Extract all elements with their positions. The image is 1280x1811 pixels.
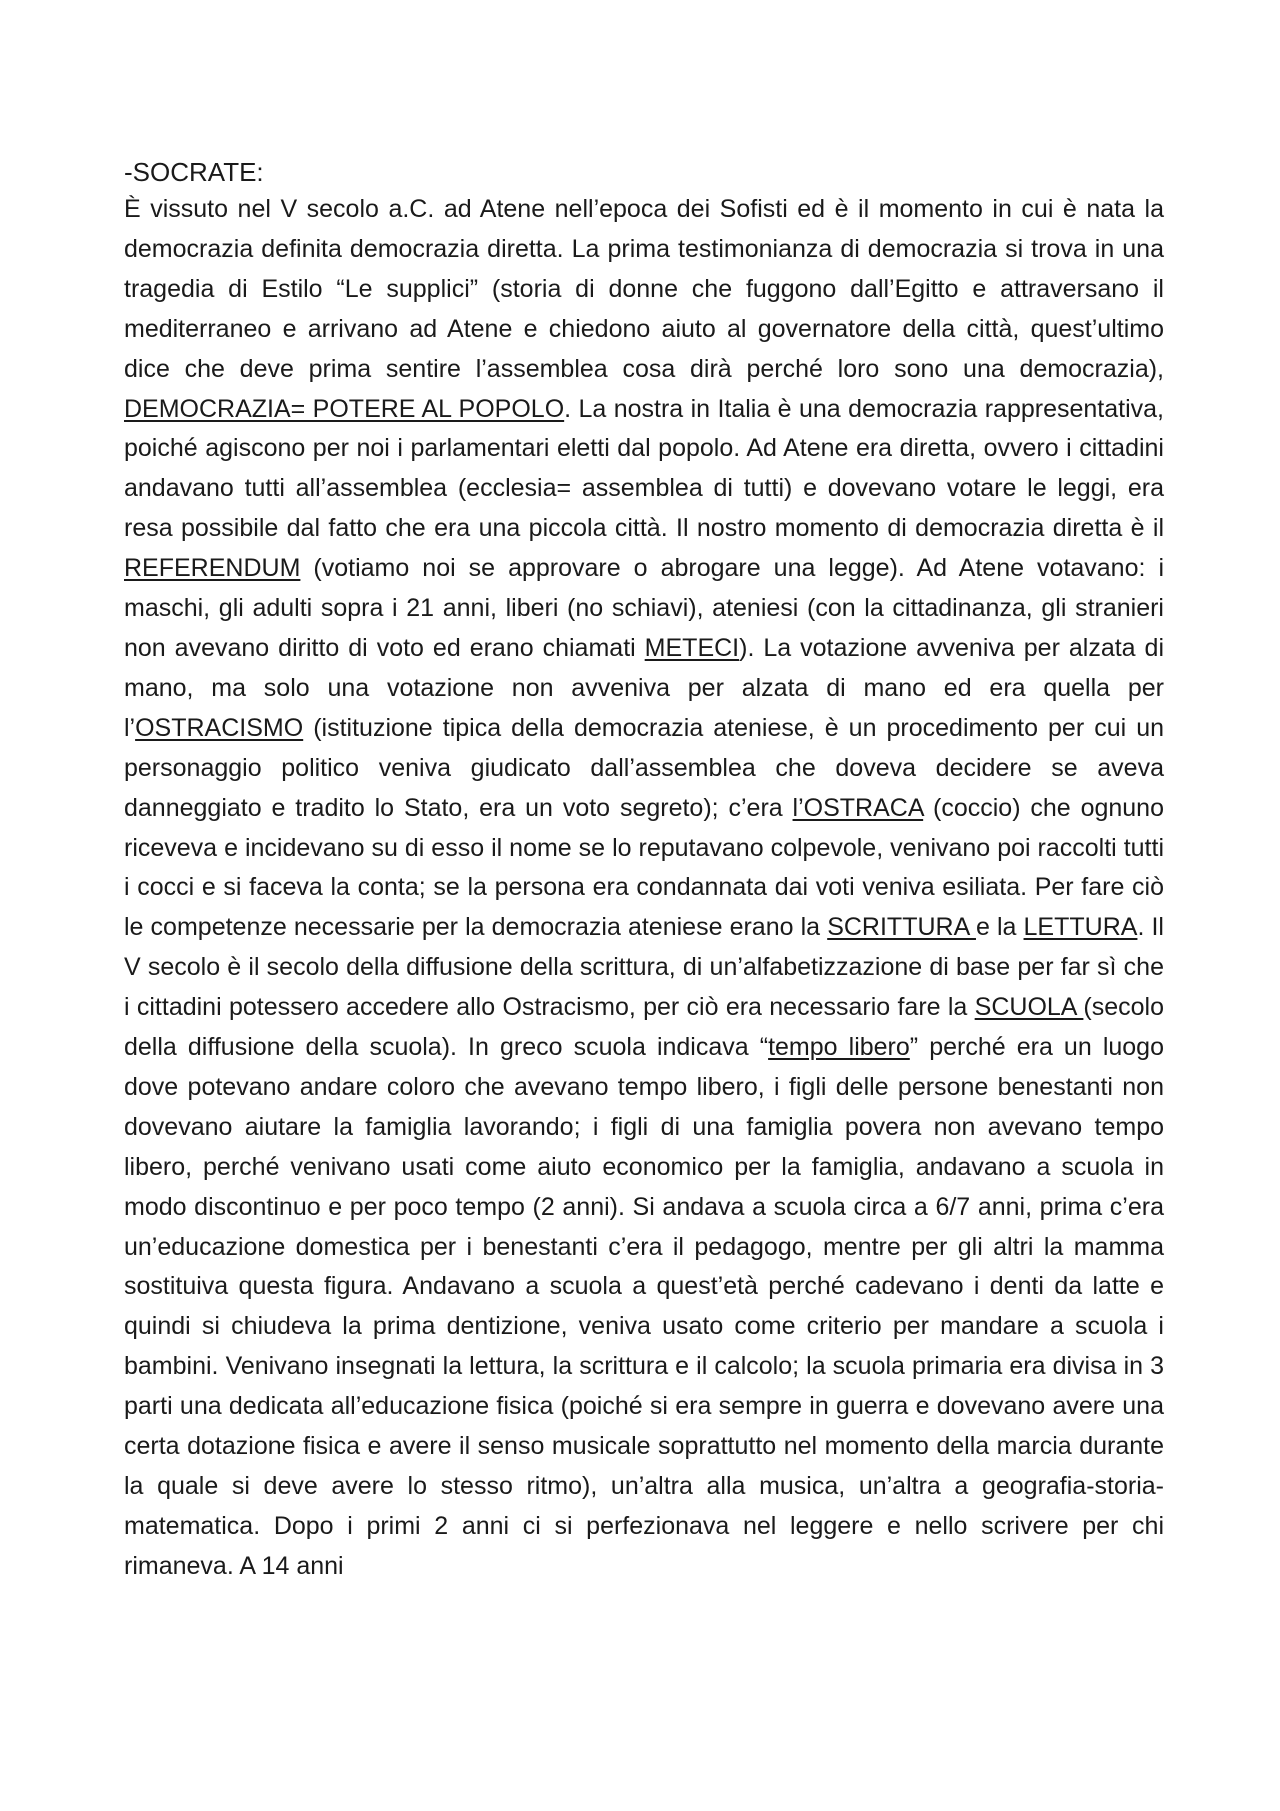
text-segment: (coccio) che ognuno riceveva e incidevano su di esso il nome se lo reputavano colpevole, venivano poi raccolti tutti i cocci e si faceva la conta; se la persona era condannata dai voti veniva esiliata. Per fare ciò le competenze necessarie per la democrazia ateniese erano la <box>124 793 1164 942</box>
underlined-term-meteci: METECI <box>644 633 740 662</box>
document-heading: -SOCRATE: <box>124 157 264 187</box>
underlined-term-referendum: REFERENDUM <box>124 554 301 583</box>
text-segment: (votiamo noi se approvare o abrogare una legge). Ad Atene votavano: i maschi, gli adulti sopra i 21 anni, liberi (no schiavi), ateniesi (con la cittadinanza, gli stranieri non avevano diritto di voto ed erano chiamati <box>124 554 1164 662</box>
text-segment: ” perché era un luogo dove potevano andare coloro che avevano tempo libero, i figli delle persone benestanti non dovevano aiutare la famiglia lavorando; i figli di una famiglia povera non avevano tempo libero, perché venivano usati come aiuto economico per la famiglia, andavano a scuola in modo discontinuo e per poco tempo (2 anni). Si andava a scuola circa a 6/7 anni, prima c’era un’educazione domestica per i benestanti c’era il pedagogo, mentre per gli altri la mamma sostituiva questa figura. Andavano a scuola a quest’età perché cadevano i denti da latte e quindi si chiudeva la prima dentizione, veniva usato come criterio per mandare a scuola i bambini. Venivano insegnati la lettura, la scrittura e il calcolo; la scuola primaria era divisa in 3 parti una dedicata all’educazione fisica (poiché si era sempre in guerra e dovevano avere una certa dotazione fisica e avere il senso musicale soprattutto nel momento della marcia durante la quale si deve avere lo stesso ritmo), un’altra alla musica, un’altra a geografia-storia-matematica. Dopo i primi 2 anni ci si perfezionava nel leggere e nello scrivere per chi rimaneva. A 14 anni <box>124 1033 1164 1580</box>
text-segment: . La nostra in Italia è una democrazia rappresentativa, poiché agiscono per noi i parlamentari eletti dal popolo. Ad Atene era diretta, ovvero i cittadini andavano tutti all’assemblea (ecclesia= assemblea di tutti) e dovevano votare le leggi, era resa possibile dal fatto che era una piccola città. Il nostro momento di democrazia diretta è il <box>124 394 1164 543</box>
text-segment: ). La votazione avveniva per alzata di mano, ma solo una votazione non avveniva per alzata di mano ed era quella per l’ <box>124 633 1165 742</box>
text-segment: (secolo della diffusione della scuola). In greco scuola indicava “ <box>124 993 1164 1062</box>
underlined-term-democrazia: DEMOCRAZIA= POTERE AL POPOLO <box>124 394 565 423</box>
underlined-term-ostracismo: OSTRACISMO <box>135 713 304 742</box>
underlined-term-tempo-libero: tempo libero <box>768 1033 910 1062</box>
underlined-term-scrittura: SCRITTURA <box>827 913 976 942</box>
text-segment: (istituzione tipica della democrazia ateniese, è un procedimento per cui un personaggio politico veniva giudicato dall’assemblea che doveva decidere se aveva danneggiato e tradito lo Stato, era un voto segreto); c’era <box>124 713 1164 822</box>
text-segment: e la <box>975 913 1024 942</box>
underlined-term-scuola: SCUOLA <box>974 993 1084 1022</box>
text-segment: . Il V secolo è il secolo della diffusione della scrittura, di un’alfabetizzazione di base per far sì che i cittadini potessero accedere allo Ostracismo, per ciò era necessario fare la <box>124 913 1164 1022</box>
text-segment: È vissuto nel V secolo a.C. ad Atene nell’epoca dei Sofisti ed è il momento in cui è nata la democrazia definita democrazia diretta. La prima testimonianza di democrazia si trova in una tragedia di Estilo “Le supplici” (storia di donne che fuggono dall’Egitto e attraversano il mediterraneo e arrivano ad Atene e chiedono aiuto al governatore della città, quest’ultimo dice che deve prima sentire l’assemblea cosa dirà perché loro sono una democrazia), <box>124 195 1164 383</box>
underlined-term-lettura: LETTURA <box>1023 913 1138 942</box>
underlined-term-ostraca: l’OSTRACA <box>792 793 924 822</box>
body-paragraph <box>124 190 1164 1587</box>
